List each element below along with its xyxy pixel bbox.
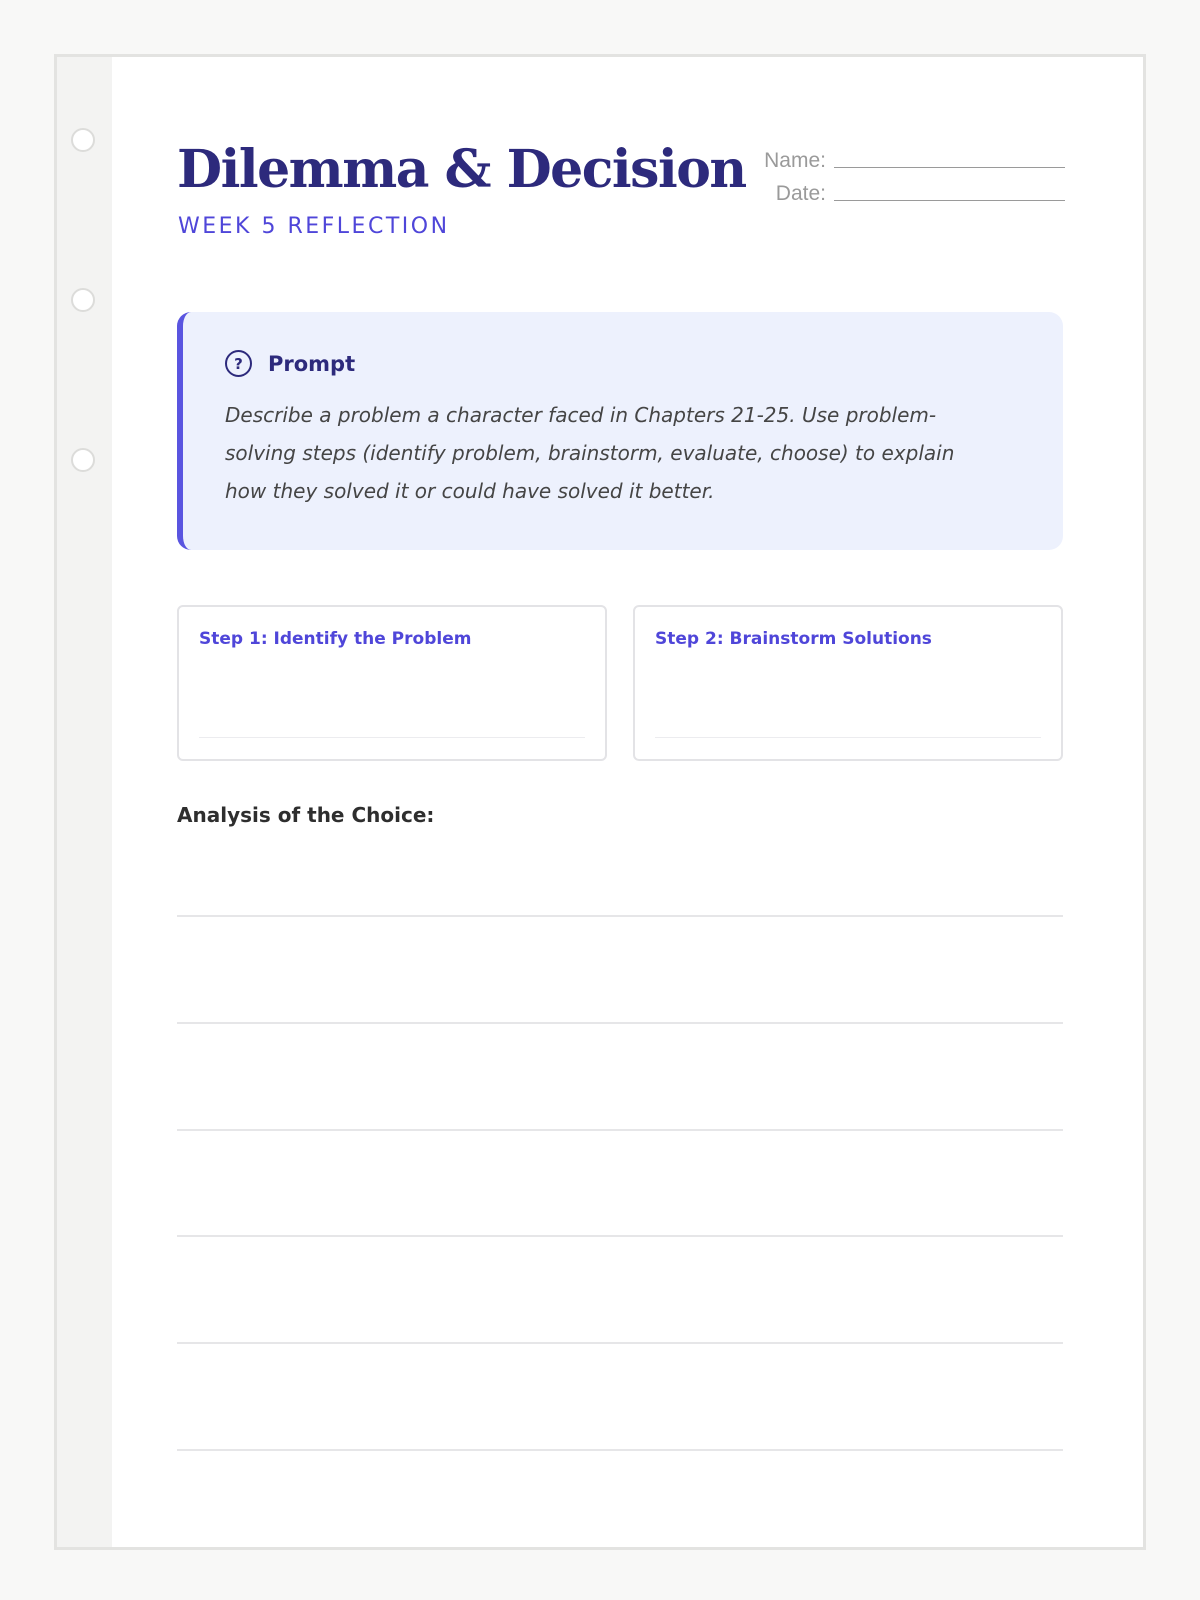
punch-hole — [71, 128, 95, 152]
writing-line[interactable] — [177, 1449, 1063, 1451]
prompt-box — [177, 312, 1063, 550]
question-circle-icon: ? — [225, 350, 252, 377]
page-subtitle: WEEK 5 REFLECTION — [178, 214, 450, 239]
step-card-identify[interactable] — [177, 605, 607, 761]
prompt-text: Describe a problem a character faced in Chapters 21-25. Use problem-solving steps (identify problem, brainstorm, evaluate, choose) to explain how they solved it or could have solved it better. — [225, 403, 955, 503]
name-field[interactable] — [834, 167, 1065, 168]
date-row — [755, 173, 1065, 206]
writing-line[interactable] — [177, 1129, 1063, 1131]
name-row — [755, 140, 1065, 173]
step-title: Step 2: Brainstorm Solutions — [655, 629, 932, 649]
analysis-title: Analysis of the Choice: — [177, 803, 435, 827]
name-label: Name: — [764, 149, 826, 172]
answer-line — [199, 737, 585, 738]
step-title: Step 1: Identify the Problem — [199, 629, 472, 649]
worksheet-page — [54, 54, 1146, 1550]
page-title: Dilemma & Decision — [177, 139, 746, 200]
writing-line[interactable] — [177, 1022, 1063, 1024]
writing-line[interactable] — [177, 1342, 1063, 1344]
step-card-brainstorm[interactable] — [633, 605, 1063, 761]
writing-line[interactable] — [177, 1235, 1063, 1237]
name-date-block — [755, 140, 1065, 206]
punch-hole — [71, 448, 95, 472]
prompt-header — [225, 350, 355, 377]
date-field[interactable] — [834, 200, 1065, 201]
prompt-label: Prompt — [268, 351, 356, 376]
writing-line[interactable] — [177, 915, 1063, 917]
binder-margin — [57, 57, 112, 1547]
answer-line — [655, 737, 1041, 738]
date-label: Date: — [775, 182, 826, 205]
punch-hole — [71, 288, 95, 312]
